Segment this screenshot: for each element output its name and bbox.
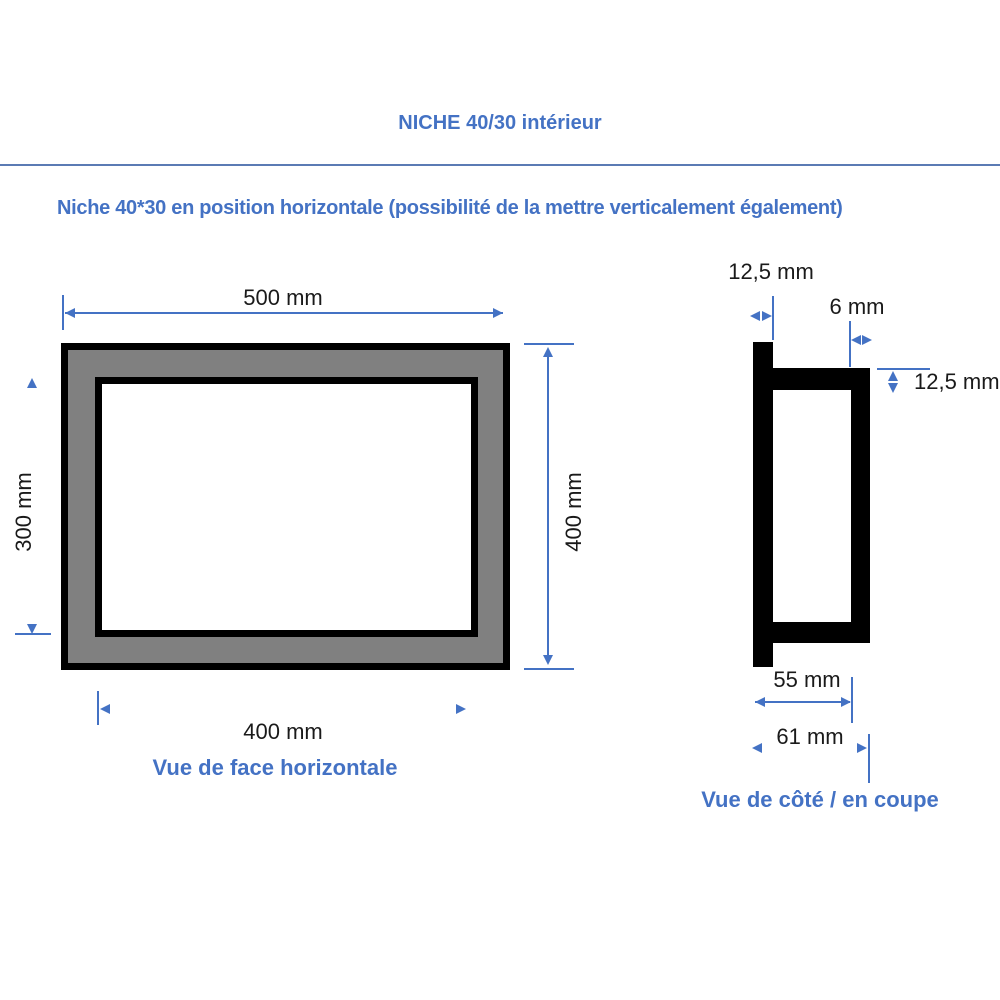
arrow-left-icon — [851, 335, 861, 345]
dim-tick — [524, 343, 574, 345]
header-divider-line — [0, 164, 1000, 166]
arrow-up-icon — [543, 347, 553, 357]
dim-tick — [15, 633, 51, 635]
dim-line — [547, 349, 549, 662]
dim-label-inner-depth: 55 mm — [773, 667, 841, 692]
page-title: NICHE 40/30 intérieur — [398, 112, 602, 134]
arrow-down-icon — [888, 383, 898, 393]
dim-line — [755, 701, 850, 703]
arrow-right-icon — [456, 704, 466, 714]
front-view-caption: Vue de face horizontale — [152, 755, 398, 780]
section-niche-channel — [765, 368, 870, 643]
dim-line — [65, 312, 503, 314]
dim-label-outer-height: 400 mm — [561, 472, 586, 552]
dim-label-inner-height: 300 mm — [11, 472, 36, 552]
arrow-right-icon — [493, 308, 503, 318]
arrow-left-icon — [750, 311, 760, 321]
arrow-right-icon — [762, 311, 772, 321]
dim-tick — [97, 691, 99, 725]
arrow-left-icon — [752, 743, 762, 753]
dim-label-outer-width: 500 mm — [243, 285, 323, 310]
arrow-up-icon — [888, 371, 898, 381]
niche-opening — [95, 377, 478, 637]
section-front-flange — [753, 342, 773, 667]
arrow-up-icon — [27, 378, 37, 388]
arrow-down-icon — [543, 655, 553, 665]
dim-label-board-thickness: 12,5 mm — [914, 369, 1000, 394]
arrow-left-icon — [65, 308, 75, 318]
arrow-left-icon — [755, 697, 765, 707]
arrow-right-icon — [857, 743, 867, 753]
dim-tick — [524, 668, 574, 670]
dim-tick — [868, 734, 870, 783]
dim-tick — [62, 295, 64, 330]
dim-label-total-depth: 61 mm — [776, 724, 844, 749]
arrow-right-icon — [841, 697, 851, 707]
drawing-subtitle: Niche 40*30 en position horizontale (possibilité de la mettre verticalement également) — [57, 197, 843, 219]
dim-label-inner-width: 400 mm — [243, 719, 323, 744]
dim-label-back-panel: 6 mm — [829, 294, 885, 319]
dim-label-flange-thickness: 12,5 mm — [728, 259, 814, 284]
side-view-caption: Vue de côté / en coupe — [701, 787, 939, 812]
arrow-right-icon — [862, 335, 872, 345]
dim-tick — [851, 677, 853, 723]
dim-tick — [772, 296, 774, 340]
arrow-left-icon — [100, 704, 110, 714]
